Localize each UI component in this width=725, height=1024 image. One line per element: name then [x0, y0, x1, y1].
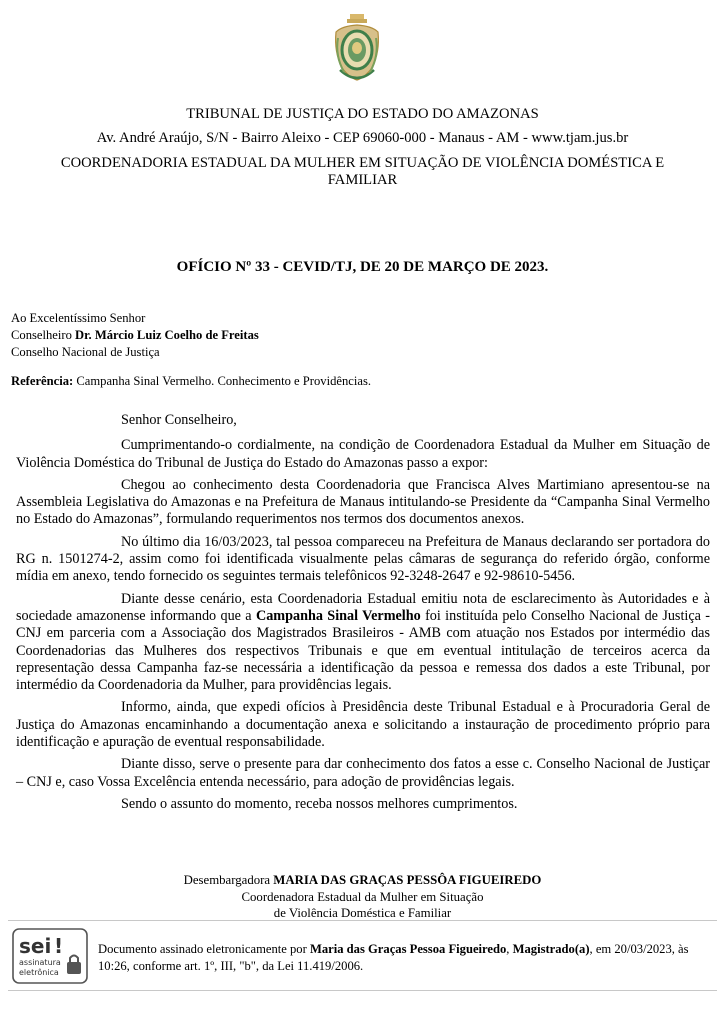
notice-text-1: Documento assinado eletronicamente por: [98, 942, 310, 956]
paragraph-4-part-2: foi instituída pelo Conselho Nacional de Justiça - CNJ em parceria com a Associação dos Magistrados Brasileiros - AMB com atuação nos Estados por intermédio das Coordenadorias das Mulheres dos respectivos Tribunais e que em eventual intitulação de terceiros acerca da representação dessa Campanha faz-se necessária a identificação da pessoa e remessa dos dados a este Tribunal, por intermédio da Coordenadoria da Mulher, para providências legais.: [16, 607, 710, 694]
paragraph-4-part-1: Diante desse cenário, esta Coordenadoria Estadual emitiu nota de esclarecimento às Autoridades e à sociedade amazonense informando que a: [16, 590, 710, 624]
svg-text:sei: sei: [19, 934, 52, 958]
notice-text-3: , em 20/03/2023, às 10:26, conforme art. 1º, III, "b", da Lei 11.419/2006.: [98, 942, 689, 973]
reference-label: Referência:: [11, 374, 74, 388]
notice-signer-role: Magistrado(a): [512, 942, 590, 956]
reference-text: Campanha Sinal Vermelho. Conhecimento e Providências.: [73, 374, 371, 388]
coat-of-arms-seal-icon: [332, 12, 382, 88]
svg-text:!: !: [54, 934, 64, 958]
signer-name: MARIA DAS GRAÇAS PESSÔA FIGUEIREDO: [273, 873, 542, 887]
recipient-name-line: [11, 327, 259, 344]
footer-top-divider: [8, 920, 717, 921]
svg-text:assinatura: assinatura: [19, 958, 61, 967]
paragraph-3: No último dia 16/03/2023, tal pessoa compareceu na Prefeitura de Manaus declarando ser portadora do RG n. 1501274-2, assim como foi identificada visualmente pelas câmaras de segurança do referido órgão, conforme mídia em anexo, tendo fornecido os seguintes termais telefônicos 92-3248-2647 e 92-98610-5456.: [16, 533, 710, 585]
document-title: OFÍCIO Nº 33 - CEVID/TJ, DE 20 DE MARÇO DE 2023.: [176, 259, 549, 275]
signer-role-line-2: de Violência Doméstica e Familiar: [273, 906, 452, 920]
notice-signer-name: Maria das Graças Pessoa Figueiredo: [309, 942, 507, 956]
paragraph-4: [16, 591, 710, 695]
signer-name-line: [0, 872, 725, 889]
campaign-name: Campanha Sinal Vermelho: [255, 607, 421, 624]
paragraph-5: Informo, ainda, que expedi ofícios à Presidência deste Tribunal Estadual e à Procuradoria Geral de Justiça do Amazonas encaminhando a documentação anexa e solicitando a instauração de procedimento próprio para identificação e apuração de eventual responsabilidade.: [16, 699, 710, 751]
sei-assinatura-eletronica-badge-icon: [12, 928, 88, 984]
paragraph-2: Chegou ao conhecimento desta Coordenadoria que Francisca Alves Martimiano apresentou-se na Assembleia Legislativa do Amazonas e na Prefeitura de Manaus intitulando-se Presidente da “Campanha Sinal Vermelho no Estado do Amazonas”, formulando requerimentos nos termos dos documentos anexos.: [16, 476, 710, 528]
electronic-signature-notice: [98, 941, 710, 974]
recipient-name: Dr. Márcio Luiz Coelho de Freitas: [75, 328, 259, 342]
notice-text-2: ,: [506, 942, 513, 956]
recipient-salutation: Ao Excelentíssimo Senhor: [11, 311, 146, 325]
signature-block: [0, 872, 725, 922]
recipient-organization: Conselho Nacional de Justiça: [11, 345, 160, 359]
recipient-block: [11, 310, 259, 361]
svg-text:eletrônica: eletrônica: [19, 968, 59, 977]
department-name: COORDENADORIA ESTADUAL DA MULHER EM SITUAÇÃO DE VIOLÊNCIA DOMÉSTICA E FAMILIAR: [60, 155, 665, 188]
reference-line: [11, 374, 371, 389]
paragraph-1: Cumprimentando-o cordialmente, na condição de Coordenadora Estadual da Mulher em Situação de Violência Doméstica do Tribunal de Justiça do Estado do Amazonas passo a expor:: [16, 437, 710, 471]
paragraph-7: Sendo o assunto do momento, receba nossos melhores cumprimentos.: [121, 795, 518, 812]
paragraph-6: Diante disso, serve o presente para dar conhecimento dos fatos a esse c. Conselho Nacional de Justiçar – CNJ e, caso Vossa Excelência entenda necessário, para adoção de providências legais.: [16, 756, 710, 790]
signer-title: Desembargadora: [183, 873, 274, 887]
recipient-title: Conselheiro: [11, 328, 76, 342]
signer-role-line-1: Coordenadora Estadual da Mulher em Situação: [241, 889, 484, 904]
salutation: Senhor Conselheiro,: [121, 412, 237, 428]
institution-name: TRIBUNAL DE JUSTIÇA DO ESTADO DO AMAZONAS: [186, 106, 539, 122]
institution-address: Av. André Araújo, S/N - Bairro Aleixo - CEP 69060-000 - Manaus - AM - www.tjam.jus.br: [96, 130, 629, 146]
footer-bottom-divider: [8, 990, 717, 991]
letter-body: [16, 412, 710, 818]
